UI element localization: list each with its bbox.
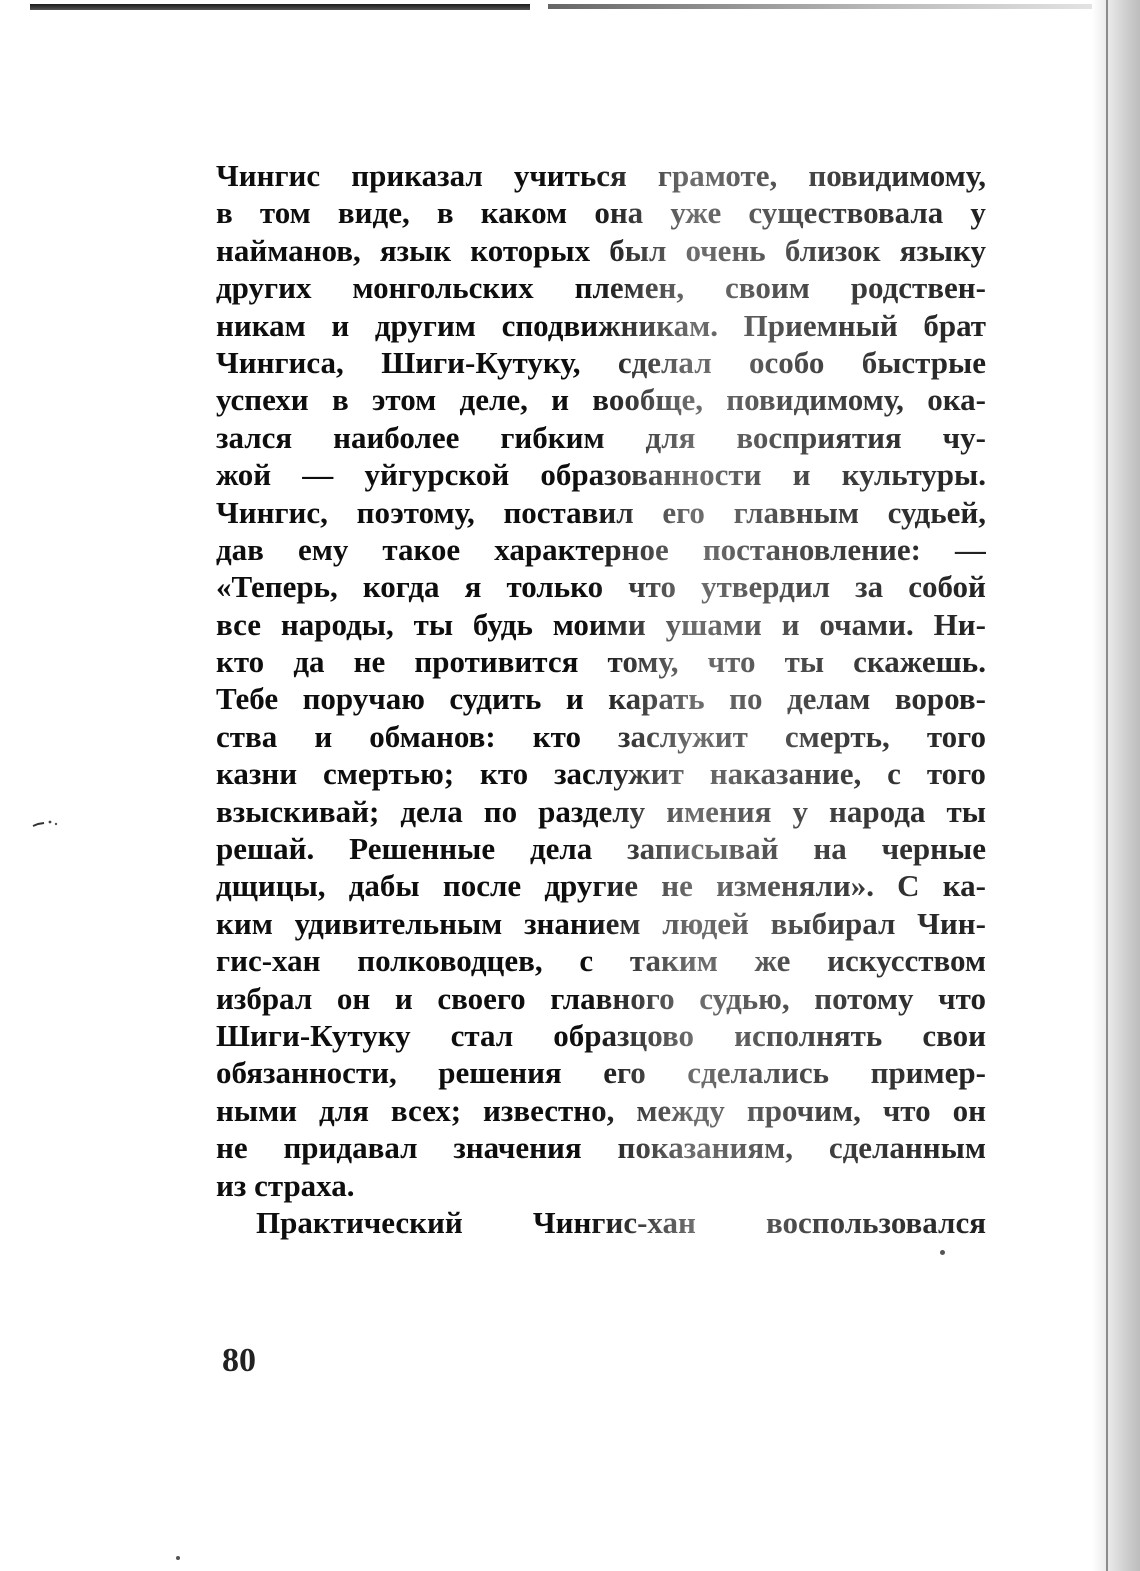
word: карать [608,681,705,717]
text-line [216,718,986,755]
word: своего [437,980,526,1016]
text-line [216,419,986,456]
word: Чингис [216,158,321,193]
text-line [216,307,986,344]
word: что [938,980,986,1016]
word: поэтому, [356,494,475,530]
word: дела [400,793,463,829]
word: культуры. [841,457,986,493]
word: показаниям, [617,1130,794,1166]
text-line [216,942,986,979]
word: обманов: [369,718,496,754]
word: заслужит [618,718,748,754]
word: ему [297,531,349,567]
text-line [216,606,986,643]
word: Чингис-хан [532,1204,696,1240]
word: судить [449,681,542,717]
word: поставил [503,494,634,530]
text-line [216,905,986,942]
ink-speck [176,1556,180,1560]
word: — [954,531,986,567]
word: значения [453,1130,582,1166]
word: Чингис, [216,494,328,530]
text-line [216,269,986,306]
word: характерное [494,531,669,567]
word: зался [216,419,293,455]
word: что [628,569,676,605]
word: и [565,681,584,717]
word: у [792,793,808,829]
word: избрал [216,980,313,1016]
word: людей [662,905,749,941]
word: и [314,718,333,754]
word: грамоте, [657,158,778,193]
word: судьей, [887,494,986,530]
word: очами. [819,606,914,642]
page-fold-shadow [1092,0,1140,1571]
word: у [970,195,986,231]
ink-speck [940,1250,945,1255]
word: обязанности, [216,1055,397,1091]
word: полководцев, [357,943,543,979]
word: Решенные [349,831,496,867]
word: решай. [216,831,315,867]
word: брат [923,307,986,343]
word: скажешь. [853,644,986,680]
text-line [216,1129,986,1166]
scan-edge-dark [30,4,530,10]
text-line [216,755,986,792]
word: повидимому, [808,158,986,193]
word: ушами [665,606,762,642]
word: учиться [513,158,627,193]
word: дела [529,831,593,867]
word: чу- [942,419,986,455]
word: искусством [827,943,986,979]
text-line [216,980,986,1017]
text-line [216,344,986,381]
word: главным [733,494,859,530]
word: он [952,1092,986,1128]
word: сделанным [828,1130,986,1166]
word: повидимому, [726,382,904,418]
word: Чин- [917,905,986,941]
word: каком [480,195,568,231]
word: в [331,382,349,418]
word: виде, [337,195,410,231]
text-line [216,1167,986,1204]
word: изменяли». [716,868,874,904]
word: главного [550,980,675,1016]
text-line [216,867,986,904]
word: судью, [699,980,790,1016]
word: черные [881,831,986,867]
word: ка- [942,868,986,904]
word: ким [216,905,273,941]
word: делам [786,681,871,717]
word: существовала [748,195,944,231]
word: придавал [283,1130,418,1166]
word: его [603,1055,646,1091]
word: я [464,569,482,605]
word: — [302,457,334,493]
word: кто [532,718,581,754]
word: ными [216,1092,298,1128]
word: очень [685,232,766,268]
word: по [483,793,518,829]
word: деле, [459,382,528,418]
word: поручаю [302,681,425,717]
word: монгольских [352,270,534,306]
word: образованности [540,457,762,493]
word: быстрые [861,344,986,380]
margin-ink-mark [32,818,60,828]
word: не [661,868,693,904]
word: своим [725,270,810,306]
word: что [882,1092,931,1128]
word: и [551,382,570,418]
text-line [216,1054,986,1091]
word: всех; [390,1092,462,1128]
word: с [887,756,901,792]
word: родствен- [850,270,986,306]
word: Шиги-Кутуку, [381,344,581,380]
word: прочим, [746,1092,861,1128]
word: казни [216,756,298,792]
word: для [319,1092,369,1128]
word: ты [413,606,454,642]
word: известно, [483,1092,615,1128]
word: после [442,868,522,904]
word: взыскивай; [216,793,380,829]
word: сделались [687,1055,830,1091]
word: знанием [524,905,641,941]
word: моими [552,606,646,642]
word: Практический [256,1204,463,1240]
word: кто [480,756,529,792]
word: этом [371,382,437,418]
word: она [594,195,644,231]
word: и [781,606,800,642]
text-line [216,194,986,231]
word: тому, [607,644,679,680]
text-line [216,157,986,194]
word: потому [814,980,914,1016]
word: уже [670,195,722,231]
word: племен, [574,270,685,306]
word: дав [216,531,264,567]
word: Приемный [743,307,898,343]
word: народы, [280,606,394,642]
text-line [216,680,986,717]
word: стал [450,1017,514,1053]
word: такое [382,531,461,567]
word: все [216,606,262,642]
word: и [394,980,413,1016]
word: особо [748,344,825,380]
word: имения [666,793,772,829]
text-line [216,531,986,568]
text-line [216,232,986,269]
word: за [855,569,884,605]
word: гибким [500,419,605,455]
word: том [259,195,311,231]
word: он [336,980,371,1016]
page-edge-line [1106,0,1108,1571]
word: утвердил [701,569,831,605]
word: заслужит [554,756,684,792]
word: смерть, [784,718,890,754]
word: другие [544,868,639,904]
word: уйгурской [364,457,510,493]
word: сподвижникам. [501,307,719,343]
word: в [436,195,454,231]
word: для [645,419,696,455]
paragraph-2-line [216,1204,986,1241]
word: не [216,1130,248,1166]
word: образцово [553,1017,695,1053]
word: успехи [216,382,309,418]
word: исполнять [734,1017,883,1053]
word: дабы [348,868,420,904]
word: на [813,831,847,867]
word: вообще, [592,382,704,418]
text-line [216,568,986,605]
word: ты [946,793,986,829]
word: по [729,681,763,717]
word: наказание, [709,756,862,792]
word: ока- [927,382,986,418]
word: жой [216,457,272,493]
word: кто [216,644,265,680]
word: приказал [351,158,483,193]
word: того [926,756,986,792]
word: удивительным [294,905,503,941]
word: страха. [254,1167,355,1203]
body-text [216,157,986,1241]
text-line [216,793,986,830]
word: собой [908,569,986,605]
text-line [216,494,986,531]
text-line [216,830,986,867]
word: таким [629,943,718,979]
word: наиболее [333,419,460,455]
word: решения [438,1055,562,1091]
word: между [636,1092,725,1128]
word: Чингиса, [216,344,344,380]
word: в [216,195,233,231]
word: был [609,232,667,268]
word: которых [470,232,591,268]
word: «Теперь, [216,569,338,605]
word: не [353,644,386,680]
word: выбирал [770,905,896,941]
scan-edge-light [548,4,1108,9]
word: записывай [627,831,779,867]
paragraph-2-text [256,1204,986,1241]
text-line [216,643,986,680]
word: постановление: [702,531,921,567]
word: да [293,644,325,680]
word: гис-хан [216,943,321,979]
word: никам [216,307,306,343]
page-number: 80 [222,1342,256,1379]
word: Шиги-Кутуку [216,1017,411,1053]
word: и [792,457,811,493]
word: противится [414,644,579,680]
text-line [216,1017,986,1054]
word: ства [216,718,278,754]
word: восприятия [736,419,902,455]
word: разделу [538,793,646,829]
word: народа [829,793,926,829]
word: того [926,718,986,754]
word: что [707,644,756,680]
word: другим [374,307,476,343]
word: его [662,494,705,530]
word: дщицы, [216,868,326,904]
text-line [216,1092,986,1129]
word: только [506,569,604,605]
word: воров- [894,681,986,717]
paragraph-1 [216,157,986,1204]
word: и [331,307,350,343]
word: когда [362,569,440,605]
word: других [216,270,312,306]
word: пример- [870,1055,986,1091]
word: смертью; [322,756,455,792]
word: язык [379,232,452,268]
text-line [216,456,986,493]
text-line [216,381,986,418]
word: Ни- [933,606,986,642]
word: свои [922,1017,986,1053]
word: будь [472,606,533,642]
word: с [579,943,594,979]
word: найманов, [216,232,361,268]
word: близок [784,232,881,268]
word: сделал [617,344,712,380]
word: Тебе [216,681,279,717]
word: воспользовался [766,1204,986,1240]
word: языку [899,232,986,268]
word: из [216,1167,247,1203]
word: ты [784,644,825,680]
word: же [754,943,791,979]
word: С [897,868,920,904]
